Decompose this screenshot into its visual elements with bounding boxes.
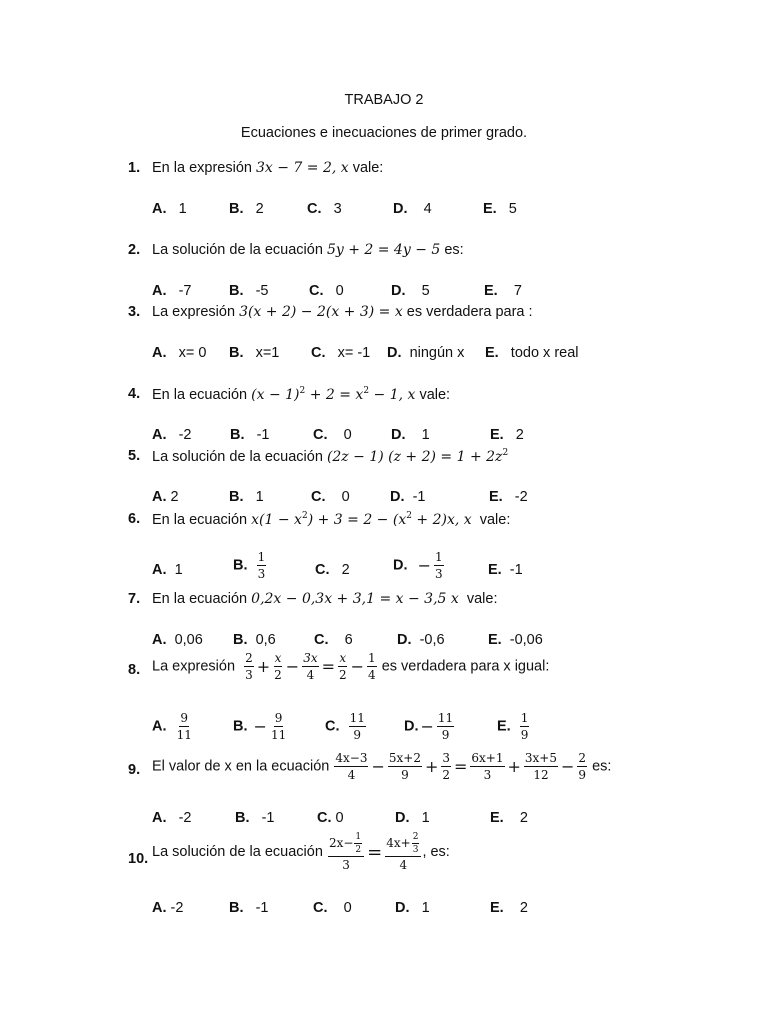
option-a[interactable]: A. -2	[152, 900, 184, 916]
question-number: 2.	[128, 242, 141, 258]
option-d[interactable]: D. -1	[390, 489, 426, 505]
option-d[interactable]: D. 1	[395, 900, 430, 916]
question-number: 1.	[128, 160, 141, 176]
math-expression: 5y + 2 = 4y − 5	[326, 242, 441, 258]
option-a[interactable]: A. $\frac{9}{11}$	[152, 711, 192, 742]
option-e[interactable]: E. -2	[489, 489, 528, 505]
option-e[interactable]: E. 2	[490, 427, 524, 443]
question-1	[152, 160, 383, 176]
fraction: $\frac{1}{3}$	[434, 550, 443, 581]
question-text: , es:	[422, 844, 450, 860]
option-c[interactable]: C. 0	[313, 900, 352, 916]
option-b[interactable]: B. -1	[230, 427, 270, 443]
option-c[interactable]: C. 6	[314, 632, 353, 648]
fraction: 4x+ $\frac{2}{3}$ 4	[385, 832, 421, 872]
fraction: $\frac{1}{4}$	[368, 651, 376, 682]
option-e[interactable]: E. 2	[490, 900, 528, 916]
question-text: El valor de x en la ecuación	[152, 758, 330, 775]
option-a[interactable]: A. -2	[152, 427, 192, 443]
fraction: $\frac{4x-3}{4}$	[335, 751, 368, 782]
fraction: $\frac{5x+2}{9}$	[388, 751, 421, 782]
option-b[interactable]: B. -1	[229, 900, 269, 916]
fraction: $\frac{11}{9}$	[437, 711, 454, 742]
option-d[interactable]: D. − $\frac{11}{9}$	[404, 711, 454, 742]
question-7	[152, 591, 497, 607]
option-c[interactable]: C. 3	[307, 201, 342, 217]
question-text: es verdadera para x igual:	[381, 658, 550, 675]
question-text: La expresión	[152, 658, 236, 675]
option-b[interactable]: B. 0,6	[233, 632, 276, 648]
option-e[interactable]: E. todo x real	[485, 345, 579, 361]
page-subtitle: Ecuaciones e inecuaciones de primer grado.	[240, 125, 528, 141]
fraction: $\frac{2}{9}$	[578, 751, 587, 782]
question-4	[152, 386, 450, 403]
option-a[interactable]: A. 2	[152, 489, 179, 505]
option-a[interactable]: A. -7	[152, 283, 192, 299]
option-c[interactable]: C. 0	[313, 427, 352, 443]
question-number: 4.	[128, 386, 141, 402]
option-e[interactable]: E. $\frac{1}{9}$	[497, 711, 529, 742]
option-e[interactable]: E. -0,06	[488, 632, 543, 648]
question-10: La solución de la ecuación 2x− $\frac{1}{2}$ 3 = 4x+ $\frac{2}{3}$ 4 , es:	[152, 832, 450, 872]
page-title: TRABAJO 2	[344, 92, 424, 108]
fraction: $\frac{1}{2}$	[355, 832, 362, 855]
fraction: $\frac{1}{3}$	[257, 550, 266, 581]
option-c[interactable]: C. $\frac{11}{9}$	[325, 711, 365, 742]
fraction: $\frac{3x}{4}$	[303, 651, 318, 682]
question-number: 9.	[128, 762, 141, 778]
option-c[interactable]: C. x= -1	[311, 345, 371, 361]
option-d[interactable]: D. 5	[391, 283, 430, 299]
fraction: $\frac{2}{3}$	[245, 651, 253, 682]
option-a[interactable]: A. -2	[152, 810, 192, 826]
option-c[interactable]: C. 0	[309, 283, 344, 299]
option-a[interactable]: A. 0,06	[152, 632, 203, 648]
question-text: es verdadera para :	[406, 304, 533, 320]
question-2	[152, 242, 464, 258]
fraction: $\frac{x}{2}$	[339, 651, 347, 682]
option-a[interactable]: A. 1	[152, 562, 183, 578]
option-b[interactable]: B. -5	[229, 283, 269, 299]
option-d[interactable]: D. − $\frac{1}{3}$	[393, 550, 443, 581]
question-text: vale:	[466, 591, 498, 607]
question-number: 5.	[128, 448, 141, 464]
question-text: En la ecuación	[152, 387, 248, 403]
question-3	[152, 304, 533, 320]
math-expression: $(x - 1)^2 + 2 = x^2 - 1$, x	[251, 386, 416, 403]
question-text: La solución de la ecuación	[152, 844, 323, 860]
question-text: vale:	[352, 160, 384, 176]
fraction: $\frac{9}{11}$	[270, 711, 287, 742]
question-number: 6.	[128, 511, 141, 527]
option-b[interactable]: B. $\frac{1}{3}$	[233, 550, 266, 581]
fraction: $\frac{x}{2}$	[274, 651, 282, 682]
question-5	[152, 448, 508, 465]
question-text: es:	[592, 758, 612, 775]
option-d[interactable]: D. 1	[395, 810, 430, 826]
question-text: La expresión	[152, 304, 236, 320]
question-text: En la ecuación	[152, 512, 248, 528]
question-text: En la ecuación	[152, 591, 248, 607]
math-expression: $x(1 - x^2) + 3 = 2 - (x^2 + 2)x$, x	[251, 511, 472, 528]
option-b[interactable]: B. x=1	[229, 345, 280, 361]
option-e[interactable]: E. 7	[484, 283, 522, 299]
option-c[interactable]: C. 0	[311, 489, 350, 505]
option-d[interactable]: D. 1	[391, 427, 430, 443]
option-d[interactable]: D. 4	[393, 201, 432, 217]
fraction: $\frac{3}{2}$	[442, 751, 450, 782]
math-expression: 3x − 7 = 2, x	[255, 160, 349, 176]
question-9: El valor de x en la ecuación $\frac{4x-3}{4}$ − $\frac{5x+2}{9}$ + $\frac{3}{2}$ = $\frac{6x+1}{3}$ + $\frac{3x+5}{12}$ − $\frac{2}{9}$ es:	[152, 751, 612, 782]
question-text: vale:	[479, 512, 511, 528]
math-expression: 3(x + 2) − 2(x + 3) = x	[239, 304, 403, 320]
option-d[interactable]: D. ningún x	[387, 345, 465, 361]
option-a[interactable]: A. x= 0	[152, 345, 207, 361]
option-e[interactable]: E. 5	[483, 201, 517, 217]
fraction: $\frac{9}{11}$	[176, 711, 192, 742]
question-number: 10.	[128, 851, 149, 867]
math-expression: (2z − 1) $(z + 2) = 1 + 2z^2$	[326, 448, 509, 465]
option-b[interactable]: B. 2	[229, 201, 264, 217]
math-expression: 0,2x − 0,3x + 3,1 = x − 3,5 x	[251, 591, 459, 607]
fraction: $\frac{11}{9}$	[349, 711, 365, 742]
question-text: En la expresión	[152, 160, 252, 176]
fraction: $\frac{1}{9}$	[520, 711, 529, 742]
option-d[interactable]: D. -0,6	[397, 632, 445, 648]
question-text: La solución de la ecuación	[152, 242, 323, 258]
option-a[interactable]: A. 1	[152, 201, 187, 217]
question-8: La expresión $\frac{2}{3}$ + $\frac{x}{2}$ − $\frac{3x}{4}$ = $\frac{x}{2}$ − $\frac{1}{4}$ es verdadera para x igual:	[152, 651, 550, 682]
fraction: 2x− $\frac{1}{2}$ 3	[328, 832, 364, 872]
question-number: 7.	[128, 591, 141, 607]
option-c[interactable]: C. 0	[317, 810, 344, 826]
question-number: 8.	[128, 662, 141, 678]
question-text: La solución de la ecuación	[152, 449, 323, 465]
option-b[interactable]: B. 1	[229, 489, 264, 505]
question-6	[152, 511, 510, 528]
option-e[interactable]: E. -1	[488, 562, 523, 578]
option-c[interactable]: C. 2	[315, 562, 350, 578]
question-text: es:	[444, 242, 464, 258]
option-b[interactable]: B. − $\frac{9}{11}$	[233, 711, 287, 742]
fraction: $\frac{6x+1}{3}$	[471, 751, 504, 782]
fraction: $\frac{2}{3}$	[412, 832, 419, 855]
question-text: vale:	[419, 387, 451, 403]
fraction: $\frac{3x+5}{12}$	[524, 751, 557, 782]
option-e[interactable]: E. 2	[490, 810, 528, 826]
option-b[interactable]: B. -1	[235, 810, 275, 826]
question-number: 3.	[128, 304, 141, 320]
